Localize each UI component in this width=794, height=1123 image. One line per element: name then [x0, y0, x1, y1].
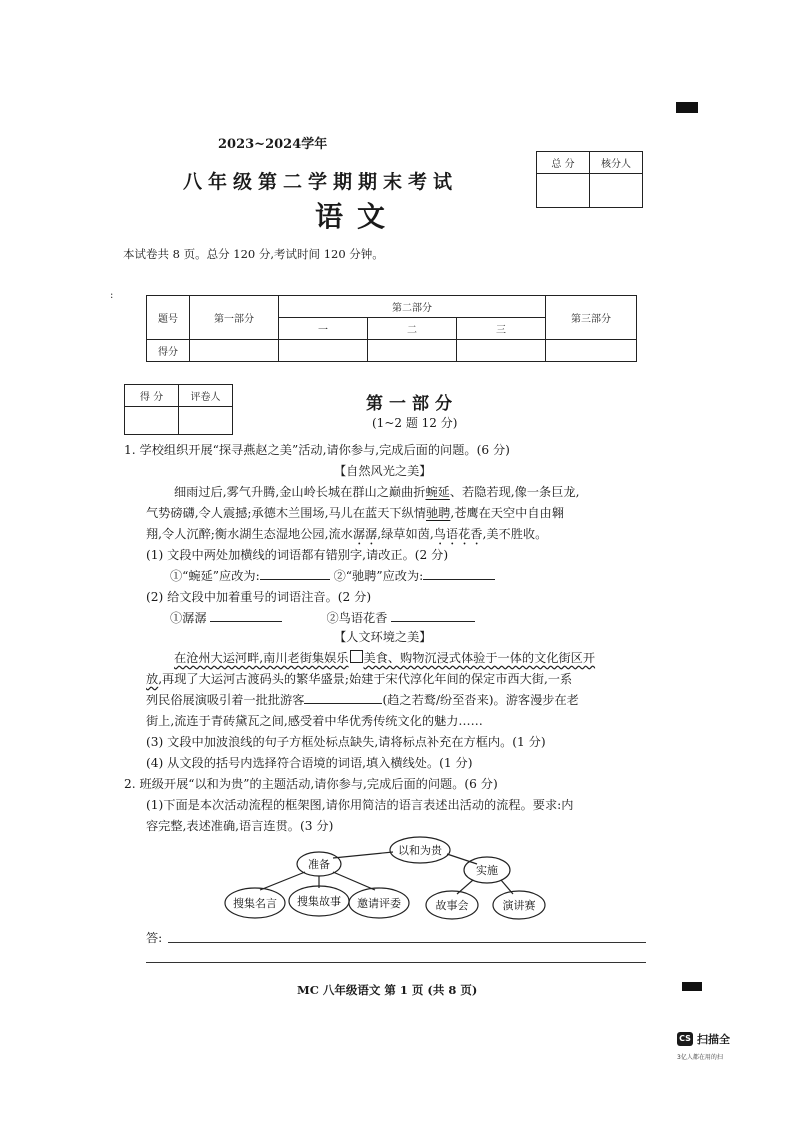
score-table — [146, 295, 637, 362]
total-score-cell[interactable] — [537, 174, 590, 208]
q1-para1-line2 — [146, 503, 564, 524]
q2-answer-line-1[interactable] — [168, 942, 646, 943]
part-two-header: 第二部分 — [279, 296, 546, 318]
edge-root-prep — [333, 852, 393, 858]
score-cell-part2-2[interactable] — [368, 340, 457, 362]
q1-emphasis-word-1: 潺潺 — [352, 527, 378, 541]
score-cell-part3[interactable] — [546, 340, 637, 362]
q1-para1-text: ,美不胜收。 — [482, 527, 548, 541]
grader-name-label: 评卷人 — [179, 385, 233, 407]
score-row-label: 得分 — [147, 340, 190, 362]
label-leaf4: 故事会 — [435, 899, 469, 912]
q1-sub4: (4) 从文段的括号内选择符合语境的词语,填入横线处。(1 分) — [146, 756, 473, 770]
q1-para2-line4: 街上,流连于青砖黛瓦之间,感受着中华优秀传统文化的魅力…… — [146, 714, 483, 728]
part-one-title: 第一部分 — [366, 394, 458, 414]
punctuation-box[interactable] — [350, 650, 363, 663]
label-leaf2: 搜集故事 — [297, 895, 341, 908]
part-two-sub-3: 三 — [457, 318, 546, 340]
q1-sub2-a-blank[interactable] — [210, 608, 282, 622]
q1-para2-line2 — [146, 669, 572, 690]
subject-title: 语文 — [315, 200, 400, 233]
label-leaf5: 演讲赛 — [502, 899, 536, 912]
q1-section-nature-title: 【自然风光之美】 — [334, 464, 432, 478]
q1-stem: 1. 学校组织开展“探寻燕赵之美”活动,请你参与,完成后面的问题。(6 分) — [124, 443, 510, 457]
q1-word-choice-blank[interactable] — [304, 690, 382, 704]
q1-para2-text: 列民俗展演吸引着一批批游客 — [146, 693, 305, 707]
corner-mark-top — [676, 102, 698, 113]
scanner-watermark-text: 扫描全 — [697, 1033, 730, 1046]
edge-prep-leaf3 — [333, 872, 375, 890]
q1-para2-text: ,再现了大运河古渡码头的繁华盛景;始建于宋代淳化年间的保定市西大街,一系 — [158, 672, 573, 686]
q1-para1-text: 、若隐若现,像一条巨龙, — [449, 485, 580, 499]
q1-sub1-b-label: ②“驰聘”应改为: — [333, 569, 424, 583]
binding-marks: : — [110, 290, 114, 301]
q1-sub1-a-blank[interactable] — [260, 566, 330, 580]
scanner-watermark-caption: 3亿人都在用的扫 — [677, 1054, 723, 1061]
q1-sub1-answers — [170, 566, 495, 587]
part-two-sub-1: 一 — [279, 318, 368, 340]
q1-para2-line1 — [174, 648, 595, 669]
q1-error-word-1: 蜿延 — [425, 485, 450, 499]
q1-emphasis-word-2: 鸟语花香 — [433, 527, 483, 541]
q1-sub1-b-blank[interactable] — [423, 566, 495, 580]
corner-mark-bottom — [682, 982, 702, 991]
total-score-box — [536, 151, 643, 208]
edge-prep-leaf1 — [260, 872, 305, 890]
q1-sub2: (2) 给文段中加着重号的词语注音。(2 分) — [146, 590, 372, 604]
q2-stem: 2. 班级开展“以和为贵”的主题活动,请你参与,完成后面的问题。(6 分) — [124, 777, 498, 791]
q1-sub1-a-label: ①“蜿延”应改为: — [170, 569, 260, 583]
score-cell-part2-3[interactable] — [457, 340, 546, 362]
exam-intro: 本试卷共 8 页。总分 120 分,考试时间 120 分钟。 — [123, 247, 384, 261]
q2-sub1-line1: (1)下面是本次活动流程的框架图,请你用简洁的语言表述出活动的流程。要求:内 — [146, 798, 574, 812]
q1-para1-line1 — [174, 482, 580, 503]
checker-cell[interactable] — [590, 174, 643, 208]
q1-para1-text: 翔,令人沉醉;衡水湖生态湿地公园,流水 — [146, 527, 353, 541]
grader-score-cell[interactable] — [125, 407, 179, 435]
q1-wavy-sentence: 在沧州大运河畔,南川老街集娱乐 — [174, 651, 349, 665]
activity-flow-diagram — [215, 832, 555, 924]
q1-sub2-answers — [170, 608, 475, 629]
score-cell-part2-1[interactable] — [279, 340, 368, 362]
part-two-sub-2: 二 — [368, 318, 457, 340]
edge-root-impl — [447, 854, 477, 864]
question-number-label: 题号 — [147, 296, 190, 340]
label-prep: 准备 — [308, 858, 330, 871]
school-year: 2023~2024学年 — [218, 137, 328, 152]
part-three-header: 第三部分 — [546, 296, 637, 340]
camscanner-logo-icon: CS — [677, 1032, 693, 1046]
q1-para1-text: 细雨过后,雾气升腾,金山岭长城在群山之巅曲折 — [174, 485, 426, 499]
q1-wavy-sentence: 放 — [146, 672, 159, 686]
label-impl: 实施 — [476, 864, 498, 877]
q1-para1-text: ,苍鹰在天空中自由翱 — [450, 506, 564, 520]
grader-name-cell[interactable] — [179, 407, 233, 435]
part-one-subtitle: (1~2 题 12 分) — [372, 416, 458, 430]
q1-sub2-b-label: ②鸟语花香 — [326, 611, 388, 625]
grader-score-label: 得 分 — [125, 385, 179, 407]
score-cell-part1[interactable] — [190, 340, 279, 362]
q1-sub2-a-label: ①潺潺 — [170, 611, 207, 625]
q1-para1-text: ,绿草如茵, — [377, 527, 434, 541]
q1-sub2-b-blank[interactable] — [391, 608, 475, 622]
q1-error-word-2: 驰聘 — [425, 506, 451, 520]
q1-para2-text: (趋之若鹜/纷至沓来)。游客漫步在老 — [382, 693, 579, 707]
exam-title: 八年级第二学期期末考试 — [183, 171, 459, 193]
label-leaf3: 邀请评委 — [357, 897, 401, 910]
label-root: 以和为贵 — [398, 844, 442, 857]
q2-sub1-line2: 容完整,表述准确,语言连贯。(3 分) — [146, 819, 334, 833]
page-footer: MC 八年级语文 第 1 页 (共 8 页) — [297, 983, 478, 997]
q1-wavy-sentence: 美食、购物沉浸式体验于一体的文化街区开 — [363, 651, 596, 665]
part-one-header: 第一部分 — [190, 296, 279, 340]
q1-para2-line3 — [146, 690, 579, 711]
total-label: 总 分 — [537, 152, 590, 174]
q2-answer-label: 答: — [146, 931, 163, 945]
q1-sub1: (1) 文段中两处加横线的词语都有错别字,请改正。(2 分) — [146, 548, 449, 562]
q2-answer-line-2[interactable] — [146, 962, 646, 963]
checker-label: 核分人 — [590, 152, 643, 174]
q1-para1-text: 气势磅礴,令人震撼;承德木兰围场,马儿在蓝天下纵情 — [146, 506, 426, 520]
q1-sub3: (3) 文段中加波浪线的句子方框处标点缺失,请将标点补充在方框内。(1 分) — [146, 735, 546, 749]
grader-box — [124, 384, 233, 435]
q1-section-culture-title: 【人文环境之美】 — [334, 630, 432, 644]
label-leaf1: 搜集名言 — [233, 897, 277, 910]
